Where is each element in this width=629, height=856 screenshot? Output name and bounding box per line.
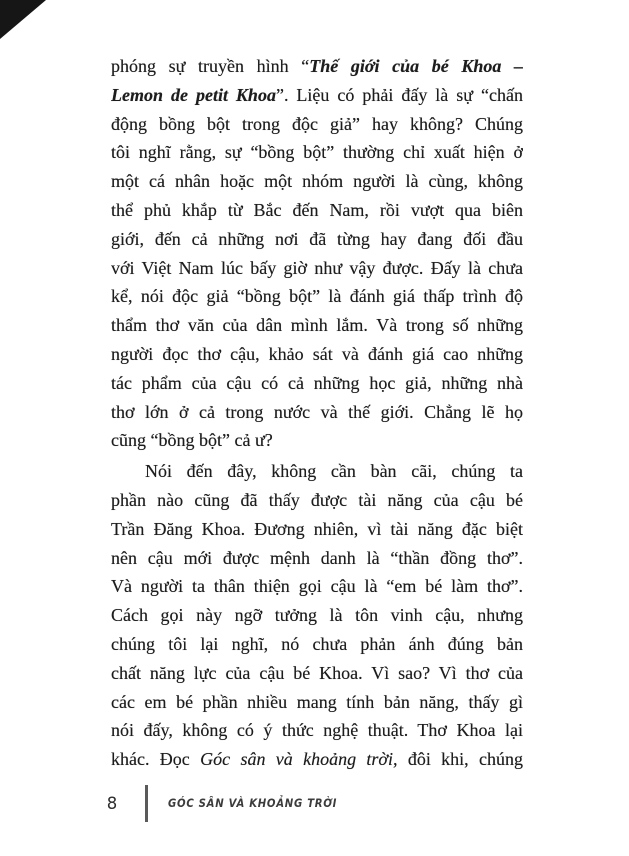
text-span: Nói đến đây, không cần bàn cãi, chúng ta xyxy=(145,461,523,482)
text-line xyxy=(111,544,523,573)
text-span: thơ lớn ở cả trong nước và thế giới. Chẳng lẽ họ xyxy=(111,401,523,422)
text-span: thể phủ khắp từ Bắc đến Nam, rồi vượt qua biên xyxy=(111,199,523,220)
text-span: Và người ta thân thiện gọi cậu là “em bé làm thơ”. xyxy=(111,576,523,597)
text-span: nên cậu mới được mệnh danh là “thần đồng thơ”. xyxy=(111,547,523,568)
scan-corner-artifact xyxy=(0,0,46,39)
text-span: Trần Đăng Khoa. Đương nhiên, vì tài năng đặc biệt xyxy=(111,518,523,539)
text-line xyxy=(111,167,523,196)
text-span: ”. Liệu có phải đấy là sự “chấn xyxy=(275,84,523,105)
text-span: kể, nói độc giả “bồng bột” là đánh giá thấp trình độ xyxy=(111,286,523,307)
text-line xyxy=(111,81,523,110)
text-span: chất năng lực của cậu bé Khoa. Vì sao? Vì thơ của xyxy=(111,662,523,683)
text-span: tôi nghĩ rằng, sự “bồng bột” thường chỉ xuất hiện ở xyxy=(111,142,523,163)
text-line xyxy=(111,572,523,601)
text-span: cũng “bồng bột” cả ư? xyxy=(111,430,273,451)
text-line xyxy=(111,282,523,311)
text-line xyxy=(111,138,523,167)
paragraph xyxy=(111,457,523,774)
text-span: một cá nhân hoặc một nhóm người là cùng, không xyxy=(111,171,523,192)
text-line xyxy=(111,457,523,486)
page-footer xyxy=(103,782,360,824)
paragraph xyxy=(111,52,523,455)
text-span: đôi khi, chúng xyxy=(397,749,523,770)
text-span: thẩm thơ văn của dân mình lắm. Và trong số những xyxy=(111,315,523,336)
text-line xyxy=(111,254,523,283)
text-line xyxy=(111,398,523,427)
text-line xyxy=(111,311,523,340)
text-line xyxy=(111,52,523,81)
emphasized-text-span: Thế giới của bé Khoa – xyxy=(309,56,523,76)
emphasized-text-span: Lemon de petit Khoa xyxy=(111,84,276,105)
text-line xyxy=(111,340,523,369)
text-span: phần nào cũng đã thấy được tài năng của cậu bé xyxy=(111,489,523,510)
text-span: với Việt Nam lúc bấy giờ như vậy được. Đấy là chưa xyxy=(111,257,523,278)
text-span: tác phẩm của cậu có cả những học giả, những nhà xyxy=(111,372,523,393)
text-line xyxy=(111,110,523,139)
text-line xyxy=(111,515,523,544)
text-span: các em bé phần nhiều mang tính bản năng, thấy gì xyxy=(111,691,523,712)
text-line xyxy=(111,688,523,717)
text-line xyxy=(111,716,523,745)
text-span: chúng tôi lại nghĩ, nó chưa phản ánh đúng bản xyxy=(111,633,523,654)
text-span: người đọc thơ cậu, khảo sát và đánh giá cao những xyxy=(111,343,523,364)
text-line xyxy=(111,745,523,774)
text-span: nói đấy, không có ý thức nghệ thuật. Thơ Khoa lại xyxy=(111,720,523,741)
body-text xyxy=(111,52,523,774)
text-line xyxy=(111,369,523,398)
text-line xyxy=(111,601,523,630)
text-line xyxy=(111,630,523,659)
text-line xyxy=(111,486,523,515)
footer-book-title: GÓC SÂN VÀ KHOẢNG TRỜI xyxy=(168,796,338,810)
text-span: giới, đến cả những nơi đã từng hay đang đối đầu xyxy=(111,228,523,249)
text-span: Cách gọi này ngỡ tưởng là tôn vinh cậu, nhưng xyxy=(111,605,523,626)
emphasized-text-span: Góc sân và khoảng trời, xyxy=(200,749,398,770)
text-span: động bồng bột trong độc giả” hay không? Chúng xyxy=(111,113,523,134)
page-number: 8 xyxy=(106,793,118,813)
text-span: khác. Đọc xyxy=(111,749,201,770)
text-span: phóng sự truyền hình “ xyxy=(111,56,310,76)
text-line xyxy=(111,426,523,455)
footer-divider xyxy=(145,785,148,822)
text-line xyxy=(111,196,523,225)
text-line xyxy=(111,659,523,688)
text-line xyxy=(111,225,523,254)
